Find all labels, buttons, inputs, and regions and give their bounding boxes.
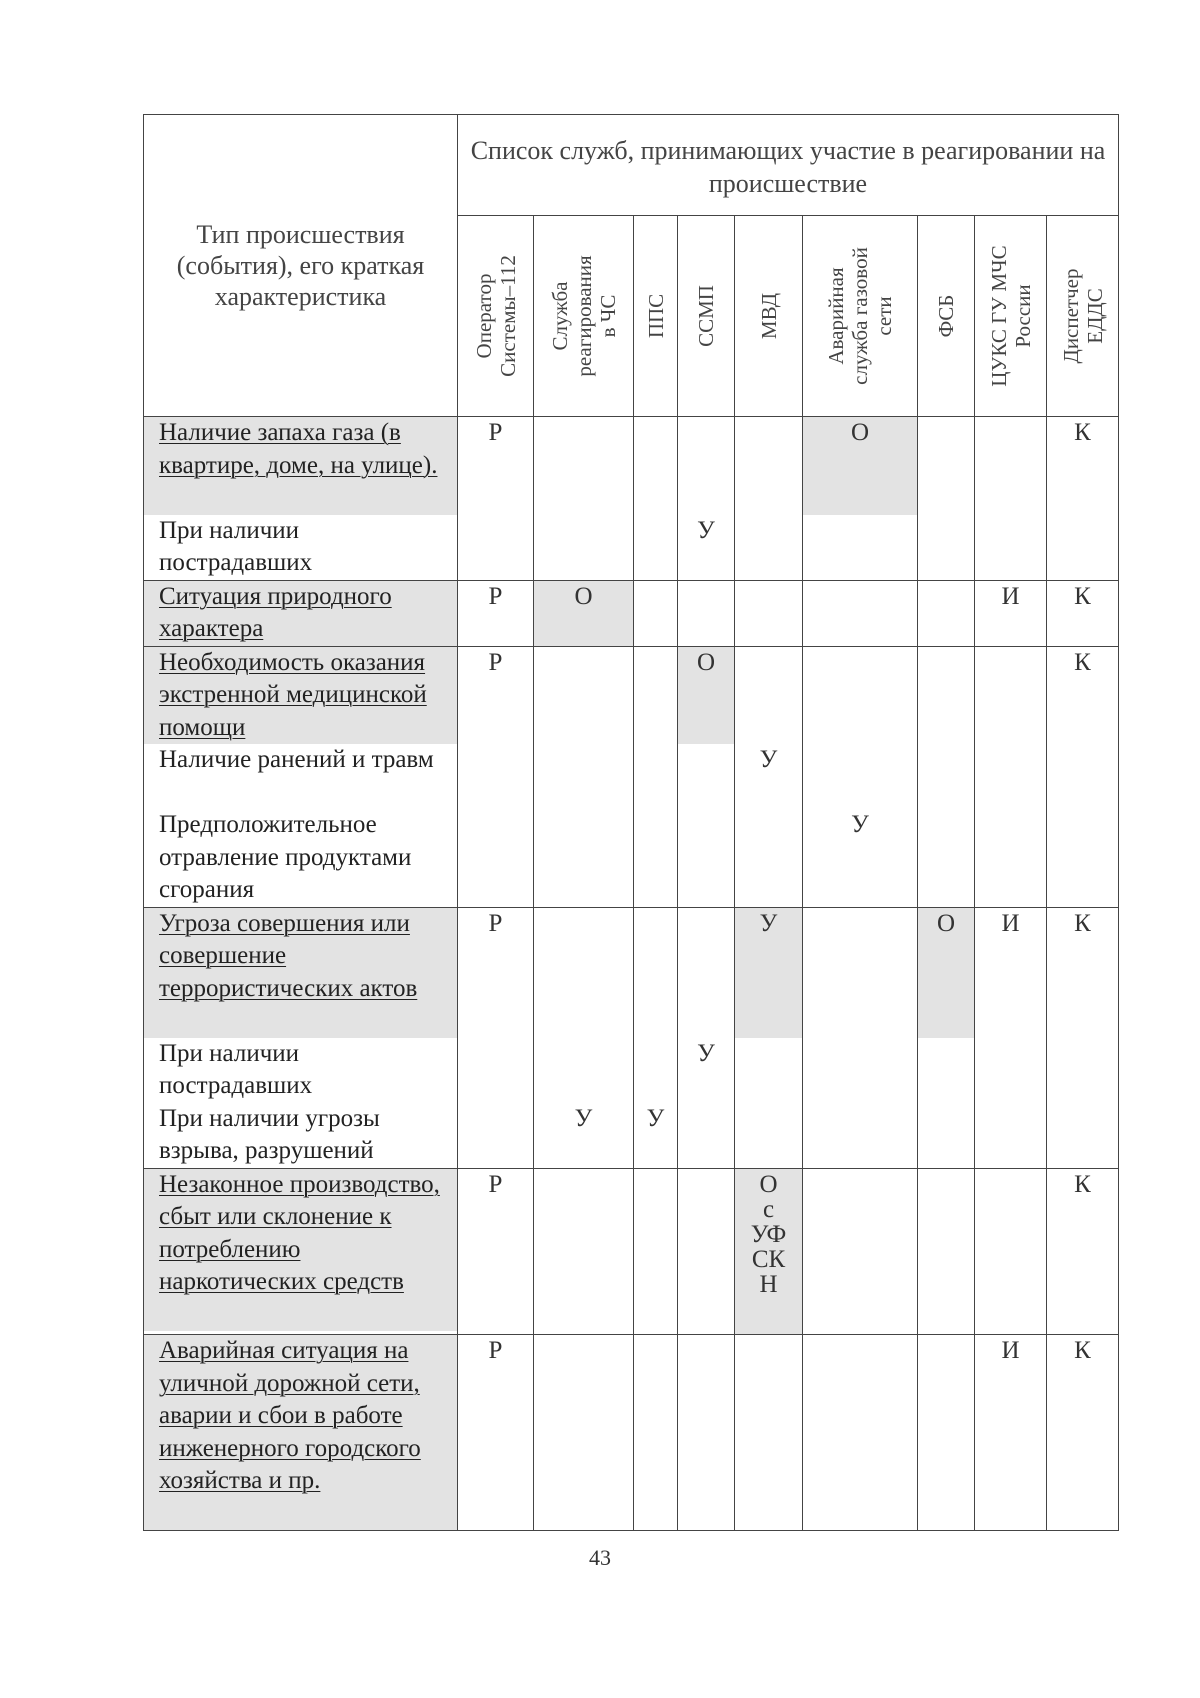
incident-type-cell [144,417,458,581]
header-service-label [824,247,896,385]
service-mark [678,1169,734,1332]
service-cell [678,907,735,1168]
incident-type-main: Наличие запаха газа (в квартире, доме, на улице). [144,417,457,515]
service-mark [735,1169,802,1335]
service-mark-sub: У [759,746,778,773]
service-mark-line: Н [759,1270,778,1298]
header-service-label [644,294,668,338]
service-cell [918,646,975,907]
incident-subtype: Наличие ранений и травм [159,746,434,773]
service-mark [918,1335,974,1530]
service-cell [678,1335,735,1531]
service-mark-sub: У [646,1104,665,1132]
header-services-title: Список служб, принимающих участие в реагировании на происшествие [458,115,1119,216]
service-mark-sub [918,1038,974,1103]
service-mark: О [678,647,734,745]
service-mark [634,1335,677,1530]
service-cell [678,580,735,646]
service-mark: Р [488,648,503,676]
service-mark-sub [975,809,1046,907]
service-mark [803,908,917,1038]
service-mark: К [1074,909,1091,937]
header-service-line: Оператор [471,273,496,359]
service-cell [975,580,1047,646]
header-service-label [548,255,620,376]
header-service-line: ССМП [694,285,718,347]
service-mark [678,581,734,646]
header-service-line: ППС [643,293,668,339]
service-mark-sub [1047,809,1118,907]
incident-type-cell [144,580,458,646]
service-cell [975,1335,1047,1531]
header-service-line: служба газовой [848,247,872,385]
service-mark [803,581,917,646]
service-cell [1047,907,1119,1168]
service-mark-sub: У [697,516,715,544]
service-mark [735,647,802,745]
service-mark-sub [975,1038,1046,1103]
service-mark: К [1074,1337,1091,1364]
service-cell [1047,1335,1119,1531]
header-service-label [934,295,958,338]
service-cell [634,1168,678,1335]
header-service-6 [918,216,975,417]
header-service-line: ФСБ [934,294,958,338]
header-service-line: Аварийная [824,267,848,365]
service-cell [735,907,803,1168]
service-mark-sub [918,515,974,580]
service-mark: И [1001,1337,1020,1364]
header-service-3 [678,216,735,417]
service-mark-sub [918,1103,974,1168]
service-mark: К [1074,648,1091,676]
service-mark-sub [975,1103,1046,1168]
service-mark-line: с [762,1195,775,1223]
service-mark-sub [634,1038,677,1103]
service-mark: Р [488,582,503,610]
service-mark-sub [1047,1103,1118,1168]
service-cell [918,907,975,1168]
service-mark: Р [488,909,503,937]
service-mark-sub [458,744,533,809]
service-mark-sub [634,515,677,580]
service-mark [975,647,1046,745]
page-number: 43 [589,1545,611,1570]
table-row [144,646,1119,907]
service-mark: Р [488,1337,503,1364]
header-service-label [472,255,520,377]
service-mark-sub [803,515,917,580]
service-mark-sub [458,809,533,907]
service-mark [918,1169,974,1332]
service-mark [678,1335,734,1530]
table-row [144,907,1119,1168]
service-cell [918,1168,975,1335]
header-service-line: Системы–112 [495,255,520,377]
service-mark-sub [534,744,633,809]
service-cell [458,646,534,907]
service-mark-line: УФ [750,1220,787,1248]
service-cell [534,646,634,907]
service-cell [975,646,1047,907]
service-cell [803,1335,918,1531]
service-mark-sub: У [697,1039,715,1067]
service-cell [678,646,735,907]
table-row [144,1168,1119,1335]
service-cell [458,907,534,1168]
header-service-2 [634,216,678,417]
service-mark [634,908,677,1038]
service-cell [678,417,735,581]
service-cell [1047,646,1119,907]
service-cell [975,1168,1047,1335]
header-service-label [1059,268,1107,363]
table-row [144,1335,1119,1531]
header-service-line: Служба [547,281,572,351]
service-mark-sub [458,515,533,580]
service-cell [458,1168,534,1335]
service-cell [918,417,975,581]
header-service-4 [735,216,803,417]
header-service-line: ЕДДС [1082,288,1107,344]
incident-subtype: При наличии пострадавших [159,516,313,576]
service-mark-sub [1047,515,1118,580]
service-mark [634,647,677,745]
header-service-line: ЦУКС ГУ МЧС [986,245,1011,387]
service-cell [1047,1168,1119,1335]
service-mark-sub [678,744,734,809]
service-mark-sub [918,744,974,809]
header-service-line: реагирования [571,255,596,377]
service-mark [975,1169,1046,1332]
header-service-line: в ЧС [595,294,620,338]
service-mark: К [1074,582,1091,610]
service-mark-sub [534,809,633,907]
service-mark [534,647,633,745]
service-cell [634,1335,678,1531]
service-cell [458,580,534,646]
service-cell [458,417,534,581]
incident-type-main: Угроза совершения или совершение террористических актов [144,908,457,1038]
header-service-7 [975,216,1047,417]
service-cell [634,580,678,646]
service-mark-sub [735,1103,802,1168]
services-table [143,114,1119,1531]
service-cell [634,646,678,907]
service-mark [803,1335,917,1530]
service-cell [918,580,975,646]
service-mark [735,1335,802,1530]
service-mark: У [735,908,802,1038]
service-cell [634,417,678,581]
service-mark-sub [918,809,974,907]
incident-type-main: Незаконное производство, сбыт или склонение к потреблению наркотических средств [144,1169,457,1332]
service-mark: О [803,417,917,515]
incident-type-main: Аварийная ситуация на уличной дорожной сети, аварии и сбои в работе инженерного городского хозяйства и пр. [144,1335,457,1530]
header-service-label [694,285,718,347]
service-mark-sub [1047,1038,1118,1103]
header-service-5 [803,216,918,417]
service-mark: К [1074,1170,1091,1198]
header-service-0 [458,216,534,417]
service-cell [534,417,634,581]
service-mark [678,908,734,1038]
service-mark-sub [735,1038,802,1103]
service-mark-sub [735,809,802,907]
incident-type-cell [144,1335,458,1531]
incident-subtype: Предположительное отравление продуктами сгорания [159,811,412,903]
service-mark [634,417,677,515]
service-mark-sub [1047,744,1118,809]
service-cell [975,907,1047,1168]
header-service-label [987,245,1035,386]
service-cell [678,1168,735,1335]
service-mark [534,1335,633,1530]
service-cell [1047,580,1119,646]
service-mark: Р [488,1170,503,1198]
service-mark: К [1074,419,1091,446]
header-service-line: Диспетчер [1058,268,1083,364]
service-cell [735,646,803,907]
service-mark: И [1001,909,1020,937]
service-mark-sub [678,1103,734,1168]
service-cell [534,1168,634,1335]
service-cell [803,907,918,1168]
service-mark: О [534,581,633,646]
service-mark [634,581,677,646]
service-cell [534,907,634,1168]
service-cell [735,580,803,646]
service-cell [735,1335,803,1531]
service-cell [458,1335,534,1531]
service-mark-sub [803,1038,917,1103]
service-cell [1047,417,1119,581]
service-mark-sub: У [574,1104,593,1132]
service-cell [534,1335,634,1531]
service-cell [803,646,918,907]
service-mark: И [1001,582,1020,610]
service-mark [534,417,633,515]
service-mark-sub [975,744,1046,809]
service-cell [735,417,803,581]
service-mark [634,1169,677,1332]
service-cell [634,907,678,1168]
service-mark [534,1169,633,1332]
service-mark [735,417,802,515]
service-mark-line: СК [751,1245,786,1273]
service-mark [678,417,734,515]
service-cell [975,417,1047,581]
header-service-8 [1047,216,1119,417]
service-mark [918,417,974,515]
table-row [144,580,1119,646]
header-service-line: сети [872,296,896,336]
service-cell [803,580,918,646]
header-service-line: России [1010,284,1035,348]
service-cell [803,417,918,581]
incident-type-main: Необходимость оказания экстренной медицинской помощи [144,647,457,745]
header-service-label [757,293,781,339]
service-mark-sub [803,1103,917,1168]
incident-subtype: При наличии угрозы взрыва, разрушений [159,1104,380,1164]
header-type-column: Тип происшествия (события), его краткая характеристика [144,115,458,417]
service-mark-sub [735,515,802,580]
service-cell [918,1335,975,1531]
service-mark: О [918,908,974,1038]
service-mark [534,908,633,1038]
incident-type-cell [144,907,458,1168]
incident-type-cell [144,1168,458,1335]
service-mark [918,647,974,745]
service-mark-sub [678,809,734,907]
service-mark [803,647,917,745]
service-cell [735,1168,803,1335]
incident-subtype: При наличии пострадавших [159,1039,313,1099]
service-mark [803,1169,917,1332]
service-mark-sub [803,744,917,809]
header-service-line: МВД [756,292,781,340]
service-mark-sub [534,1038,633,1103]
service-mark-sub [975,515,1046,580]
service-mark-sub: У [851,811,869,838]
header-service-1 [534,216,634,417]
service-mark-line: О [759,1170,778,1198]
incident-type-main: Ситуация природного характера [144,581,457,646]
service-mark-sub [534,515,633,580]
service-mark [975,417,1046,515]
incident-type-cell [144,646,458,907]
service-cell [534,580,634,646]
service-mark-sub [458,1103,533,1168]
service-mark-sub [634,744,677,809]
service-mark [918,581,974,646]
service-mark: Р [488,419,503,446]
service-mark-sub [634,809,677,907]
table-row [144,417,1119,581]
service-mark-sub [458,1038,533,1103]
service-cell [803,1168,918,1335]
service-mark [735,581,802,646]
